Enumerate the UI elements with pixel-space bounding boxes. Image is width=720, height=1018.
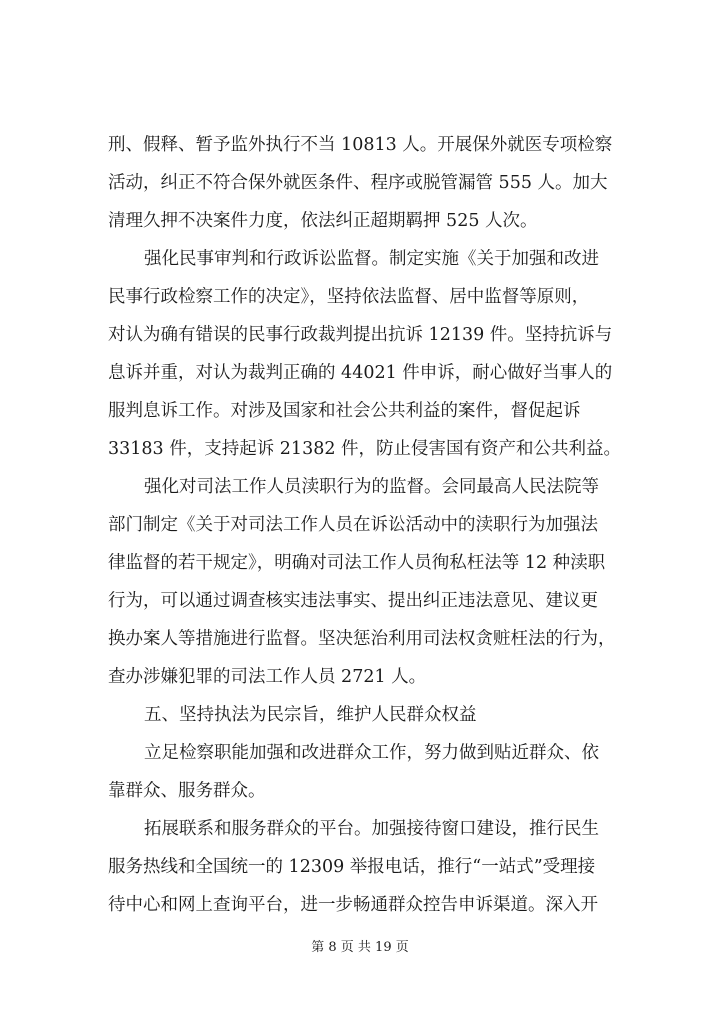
paragraph-line: 清理久押不决案件力度，依法纠正超期羁押 525 人次。 [108,211,538,231]
section-heading: 五、坚持执法为民宗旨，维护人民群众权益 [144,705,477,725]
paragraph-line: 息诉并重，对认为裁判正确的 44021 件申诉，耐心做好当事人的 [108,363,613,383]
paragraph-line: 活动，纠正不符合保外就医条件、程序或脱管漏管 555 人。加大 [108,173,608,193]
paragraph-line: 33183 件，支持起诉 21382 件，防止侵害国有资产和公共利益。 [108,439,622,459]
paragraph-line: 靠群众、服务群众。 [108,781,266,801]
paragraph-line: 民事行政检察工作的决定》，坚持依法监督、居中监督等原则， [108,287,590,307]
paragraph-line: 律监督的若干规定》，明确对司法工作人员徇私枉法等 12 种渎职 [108,553,606,573]
paragraph-line: 服判息诉工作。对涉及国家和社会公共利益的案件，督促起诉 [108,401,581,421]
paragraph-line: 换办案人等措施进行监督。坚决惩治利用司法权贪赃枉法的行为， [108,629,616,649]
paragraph-line: 刑、假释、暂予监外执行不当 10813 人。开展保外就医专项检察 [108,135,613,155]
paragraph-line: 拓展联系和服务群众的平台。加强接待窗口建设，推行民生 [144,819,599,839]
paragraph-line: 行为，可以通过调查核实违法事实、提出纠正违法意见、建议更 [108,591,598,611]
page-number-footer: 第 8 页 共 19 页 [311,940,409,955]
paragraph-line: 查办涉嫌犯罪的司法工作人员 2721 人。 [108,667,427,687]
paragraph-line: 待中心和网上查询平台，进一步畅通群众控告申诉渠道。深入开 [108,895,598,915]
paragraph-line: 强化对司法工作人员渎职行为的监督。会同最高人民法院等 [144,477,599,497]
document-body [108,126,648,924]
paragraph-line: 立足检察职能加强和改进群众工作，努力做到贴近群众、依 [144,743,599,763]
paragraph-line: 服务热线和全国统一的 12309 举报电话，推行“一站式”受理接 [108,857,596,877]
paragraph-line: 对认为确有错误的民事行政裁判提出抗诉 12139 件。坚持抗诉与 [108,325,613,345]
paragraph-line: 强化民事审判和行政诉讼监督。制定实施《关于加强和改进 [144,249,599,269]
paragraph-line: 部门制定《关于对司法工作人员在诉讼活动中的渎职行为加强法 [108,515,598,535]
